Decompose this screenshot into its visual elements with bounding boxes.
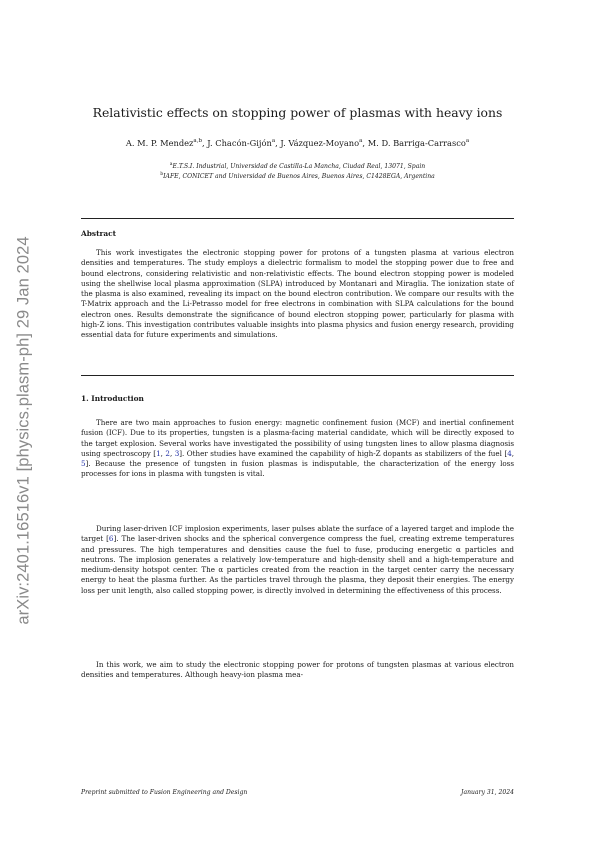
affiliation-a bbox=[80, 162, 515, 170]
author-name: A. M. P. Mendez bbox=[125, 138, 194, 148]
author-1 bbox=[126, 138, 202, 148]
author-affiliation-marker: a bbox=[271, 138, 276, 145]
affiliation-a-label: a bbox=[169, 162, 173, 167]
author-affiliation-marker: a bbox=[465, 138, 470, 145]
citation-link[interactable]: 1 bbox=[156, 448, 161, 458]
author-list: A. M. P. Mendez$^{a,b}$, J. Chacón-Gijón$^a$, J. Vázquez-Moyano$^a$, M. D. Barriga-Carrasco$^a$ bbox=[125, 138, 470, 148]
citation-link[interactable]: 5 bbox=[81, 459, 86, 469]
affiliation-b-text: IAFE, CONICET and Universidad de Buenos Aires, Buenos Aires, C1428EGA, Argentina bbox=[163, 173, 435, 181]
citation-link[interactable]: 2 bbox=[165, 448, 170, 458]
author-name: M. D. Barriga-Carrasco bbox=[367, 138, 466, 148]
paragraph-text: During laser-driven ICF implosion experiments, laser pulses ablate the surface of a layered target and implode the target [ bbox=[81, 524, 514, 544]
arxiv-identifier-stamp[interactable] bbox=[12, 200, 36, 660]
footer-journal-note: Preprint submitted to Fusion Engineering and Design bbox=[81, 789, 248, 796]
introduction-heading: 1. Introduction bbox=[81, 394, 144, 403]
abstract-heading: Abstract bbox=[81, 229, 117, 238]
introduction-paragraph-1 bbox=[81, 418, 514, 480]
citation-link[interactable]: 6 bbox=[108, 534, 114, 544]
paragraph-text: There are two main approaches to fusion energy: magnetic confinement fusion (MCF) and inertial confinement fusion (ICF). Due to its properties, tungsten is a plasma-facing material candidate, which will be directly exposed to the target explosion. Several works have investigated the possibility of using tungsten lines to allow plasma diagnosis using spectroscopy [ bbox=[81, 418, 514, 458]
citation-link[interactable]: 4 bbox=[507, 448, 512, 458]
author-affiliation-marker: a bbox=[359, 138, 363, 145]
affiliation-b bbox=[80, 172, 515, 180]
paragraph-text: ]. Other studies have examined the capability of high-Z dopants as stabilizers of the fuel [ bbox=[179, 448, 508, 458]
author-2 bbox=[207, 138, 275, 148]
footer-date: January 31, 2024 bbox=[461, 789, 514, 796]
paragraph-text: ]. Because the presence of tungsten in fusion plasmas is indisputable, the characterization of the energy loss processes for ions in plasma with tungsten is vital. bbox=[81, 459, 514, 479]
paper-title: Relativistic effects on stopping power of plasmas with heavy ions bbox=[92, 105, 503, 120]
citation-link[interactable]: 3 bbox=[174, 448, 180, 458]
author-name: J. Vázquez-Moyano bbox=[280, 138, 360, 148]
introduction-paragraph-3 bbox=[81, 660, 514, 681]
abstract-body: This work investigates the electronic stopping power for protons of a tungsten plasma at various electron densities and temperatures. The study employs a dielectric formalism to model the stopping power due to free and bound electrons, considering relativistic and non-relativistic effects. The bound electron stopping power is modeled using the shellwise local plasma approximation (SLPA) introduced by Montanari and Miraglia. The ionization state of the plasma is also examined, revealing its impact on the bound electron contribution. We compare our results with the T-Matrix approach and the Li-Petrasso model for free electrons in combination with SLPA calculations for the bound electron ones. Results demonstrate the significance of bound electron stopping power, particularly for plasma with high-Z ions. This investigation contributes valuable insights into plasma physics and fusion energy research, providing essential data for future experiments and simulations. bbox=[81, 248, 514, 340]
author-4 bbox=[368, 138, 469, 148]
paragraph-text: , bbox=[511, 448, 515, 458]
paragraph-text: , bbox=[169, 448, 175, 458]
paragraph-text: In this work, we aim to study the electronic stopping power for protons of tungsten plasmas at various electron densities and temperatures. Although heavy-ion plasma mea- bbox=[81, 660, 514, 680]
affiliation-a-text: E.T.S.I. Industrial, Universidad de Castilla-La Mancha, Ciudad Real, 13071, Spain bbox=[172, 163, 426, 171]
paragraph-text: , bbox=[160, 448, 166, 458]
abstract-top-rule bbox=[81, 218, 514, 219]
abstract-bottom-rule bbox=[81, 375, 514, 376]
introduction-paragraph-2 bbox=[81, 524, 514, 596]
author-affiliation-marker: a,b bbox=[193, 138, 202, 145]
author-name: J. Chacón-Gijón bbox=[207, 138, 272, 148]
affiliation-b-label: b bbox=[160, 172, 164, 177]
author-3 bbox=[280, 138, 362, 148]
paragraph-text: ]. The laser-driven shocks and the spherical convergence compress the fuel, creating extreme temperatures and pressures. The high temperatures and densities cause the fuel to fuse, producing energetic α particles and neutrons. The implosion generates a relatively low-temperature and high-density shell and a high-temperature and medium-density hotspot center. The α particles created from the reaction in the target center carry the necessary energy to heat the plasma further. As the particles travel through the plasma, they deposit their energies. The energy loss per unit length, also called stopping power, is directly involved in determining the effectiveness of this process. bbox=[81, 534, 515, 595]
arxiv-identifier-text: arXiv:2401.16516v1 [physics.plasm-ph] 29 Jan 2024 bbox=[14, 235, 33, 625]
